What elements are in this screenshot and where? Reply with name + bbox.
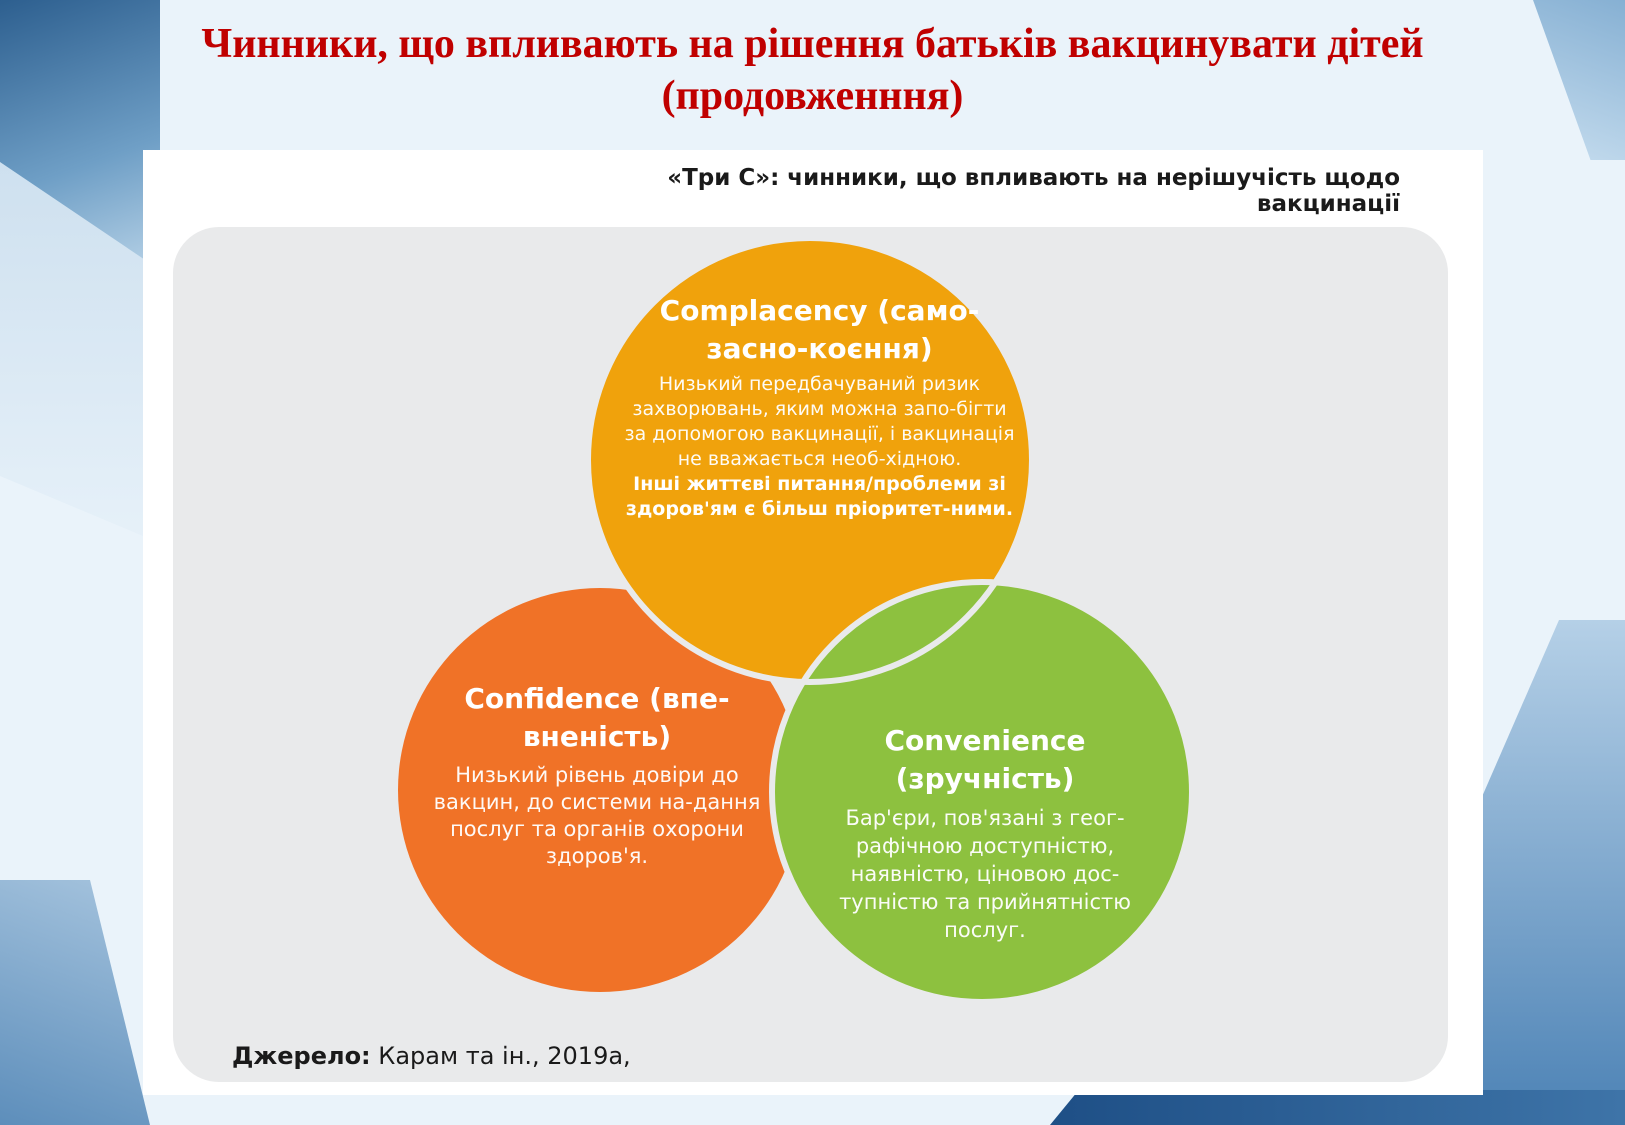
complacency-body-priority: Інші життєві питання/проблеми зі здоров'ям є більш пріоритет-ними. (625, 473, 1014, 520)
source-citation (232, 1042, 631, 1070)
confidence-title: Confidence (впе-вненість) (464, 682, 730, 753)
source-label: Джерело: (232, 1042, 371, 1070)
source-text: Карам та ін., 2019а, (370, 1042, 631, 1070)
confidence-text (432, 680, 762, 870)
convenience-title: Convenience (зручність) (884, 724, 1086, 795)
convenience-body: Бар'єри, пов'язані з геог-рафічною доступністю, наявністю, ціновою дос-тупністю та прийнятністю послуг. (839, 806, 1131, 942)
diagram-heading: «Три С»: чинники, що впливають на нерішучість щодо вакцинації (667, 165, 1400, 217)
convenience-text (825, 722, 1145, 944)
slide-title: Чинники, що впливають на рішення батьків вакцинувати дітей (продовженння) (201, 21, 1424, 119)
complacency-title: Complacency (само-засно-коєння) (659, 294, 980, 365)
confidence-body: Низький рівень довіри до вакцин, до системи на-дання послуг та органів охорони здоров'я. (433, 763, 761, 868)
complacency-text (622, 292, 1017, 522)
complacency-body: Низький передбачуваний ризик захворювань, яким можна запо-бігти за допомогою вакцинації, і вакцинація не вважається необ-хідною. (624, 373, 1015, 470)
